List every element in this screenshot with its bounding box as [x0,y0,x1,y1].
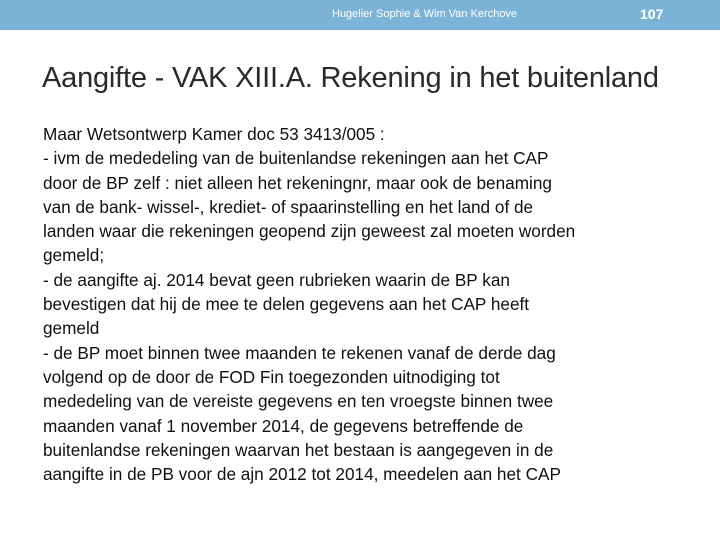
body-line: maanden vanaf 1 november 2014, de gegevens betreffende de [43,415,524,436]
body-line: - de aangifte aj. 2014 bevat geen rubrieken waarin de BP kan [43,269,510,290]
page-number: 107 [640,6,664,22]
body-line: - ivm de mededeling van de buitenlandse rekeningen aan het CAP [43,148,549,169]
body-line: bevestigen dat hij de mee te delen gegevens aan het CAP heeft [43,294,530,315]
body-line: door de BP zelf : niet alleen het rekeningnr, maar ook de benaming [43,172,552,193]
slide-body [43,122,683,486]
body-line: gemeld; [43,245,105,266]
body-line: buitenlandse rekeningen waarvan het bestaan is aangegeven in de [43,439,554,460]
header-author: Hugelier Sophie & Wim Van Kerchove [332,8,518,20]
body-line: aangifte in de PB voor de ajn 2012 tot 2014, meedelen aan het CAP [43,464,561,485]
body-line: landen waar die rekeningen geopend zijn geweest zal moeten worden [43,221,576,242]
slide-title: Aangifte - VAK XIII.A. Rekening in het buitenland [42,62,659,94]
body-line: - de BP moet binnen twee maanden te rekenen vanaf de derde dag [43,342,556,363]
header-bar [0,0,720,30]
body-line: van de bank- wissel-, krediet- of spaarinstelling en het land of de [43,196,534,217]
body-line: Maar Wetsontwerp Kamer doc 53 3413/005 : [43,124,385,144]
body-line: mededeling van de vereiste gegevens en ten vroegste binnen twee [43,391,554,412]
body-line: volgend op de door de FOD Fin toegezonden uitnodiging tot [43,366,500,387]
body-line: gemeld [43,318,100,339]
